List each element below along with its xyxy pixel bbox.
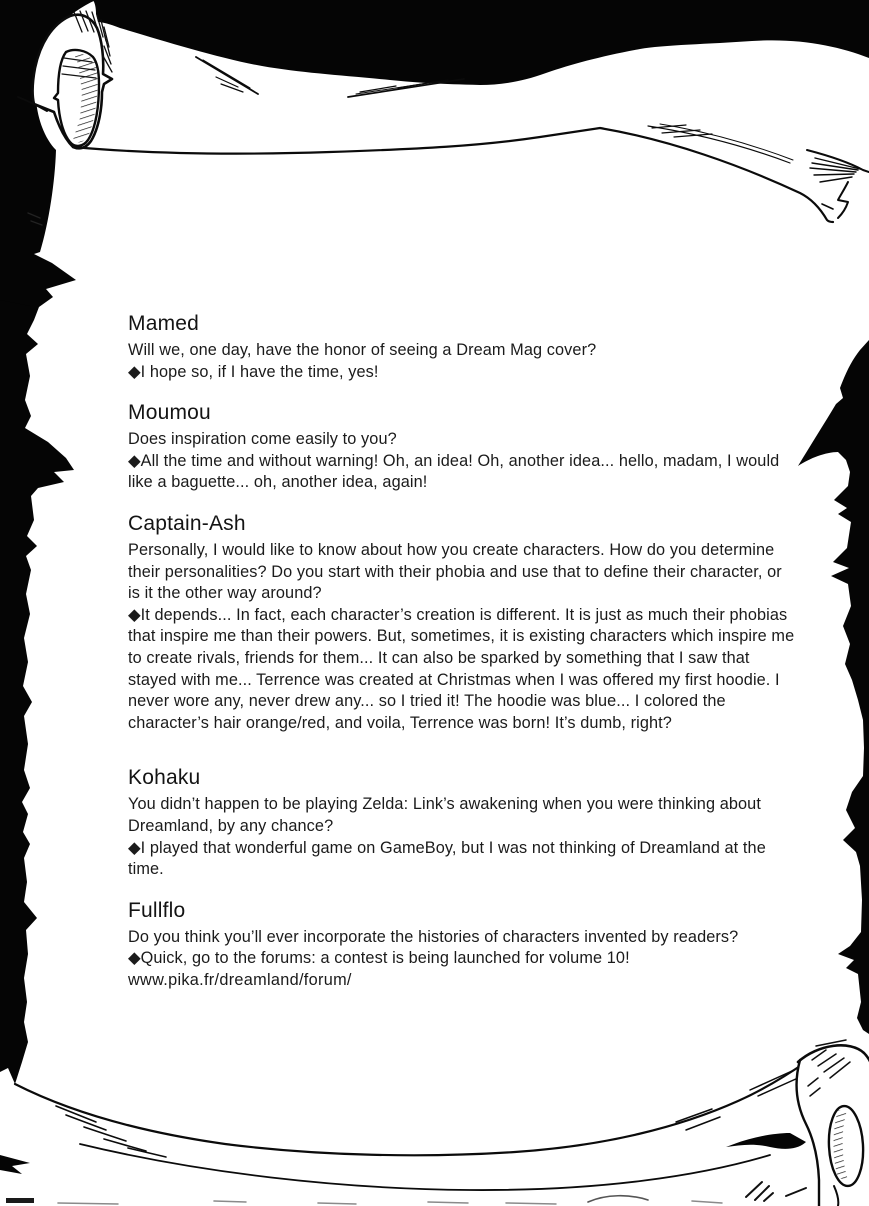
question-text: You didn’t happen to be playing Zelda: Link’s awakening when you were thinking about Dreamland, by any chance?: [128, 795, 761, 835]
question-text: Do you think you’ll ever incorporate the histories of characters invented by readers?: [128, 927, 739, 946]
question-text: Will we, one day, have the honor of seeing a Dream Mag cover?: [128, 341, 597, 359]
right-ink-border: [798, 340, 869, 1034]
reader-name: Captain-Ash: [128, 511, 246, 535]
qa-section-mamed: [128, 311, 796, 383]
qa-column: [128, 311, 796, 1008]
qa-section-kohaku: [128, 765, 796, 880]
bottom-scan-marks: [6, 1196, 722, 1204]
qa-section-fullflo: [128, 898, 796, 992]
forum-url-text: www.pika.fr/dreamland/forum/: [128, 970, 352, 989]
question-text: Does inspiration come easily to you?: [128, 430, 397, 449]
left-border-nick: [0, 1155, 30, 1174]
qa-section-captain-ash: [128, 511, 796, 734]
answer-text: ◆It depends... In fact, each character’s creation is different. It is just as much their phobias that inspire me than their powers. But, sometimes, it is existing characters which inspire me to create rivals, friends for them... It can also be sparked by something that I saw that stayed with me... Terrence was created at Christmas when I was offered my first hoodie. I never wore any, never drew any... so I tried it! The hoodie was blue... I colored the character’s hair orange/red, and voila, Terrence was born! It’s dumb, right?: [128, 605, 795, 732]
reader-name: Kohaku: [128, 766, 201, 790]
answer-text: ◆I hope so, if I have the time, yes!: [128, 362, 379, 381]
answer-text: ◆I played that wonderful game on GameBoy, but I was not thinking of Dreamland at the time.: [128, 838, 766, 879]
scroll-top-crease: [73, 57, 869, 222]
scroll-bottom-edge: [15, 1062, 806, 1190]
reader-name: Moumou: [128, 401, 211, 425]
question-text: Personally, I would like to know about how you create characters. How do you determine their personalities? Do you start with their phobia and use that to define their character, or is it the other way around?: [128, 540, 782, 603]
top-ink-border: [0, 0, 869, 320]
reader-name: Fullflo: [128, 898, 186, 922]
reader-name: Mamed: [128, 312, 200, 335]
qa-section-moumou: [128, 400, 796, 494]
scroll-top-curl: [18, 11, 112, 225]
answer-text: ◆Quick, go to the forums: a contest is being launched for volume 10!: [128, 949, 630, 968]
scroll-bottom-curl: [726, 1040, 869, 1206]
left-ink-border: [0, 300, 74, 1084]
answer-text: ◆All the time and without warning! Oh, an idea! Oh, another idea... hello, madam, I would like a baguette... oh, another idea, again!: [128, 451, 780, 492]
